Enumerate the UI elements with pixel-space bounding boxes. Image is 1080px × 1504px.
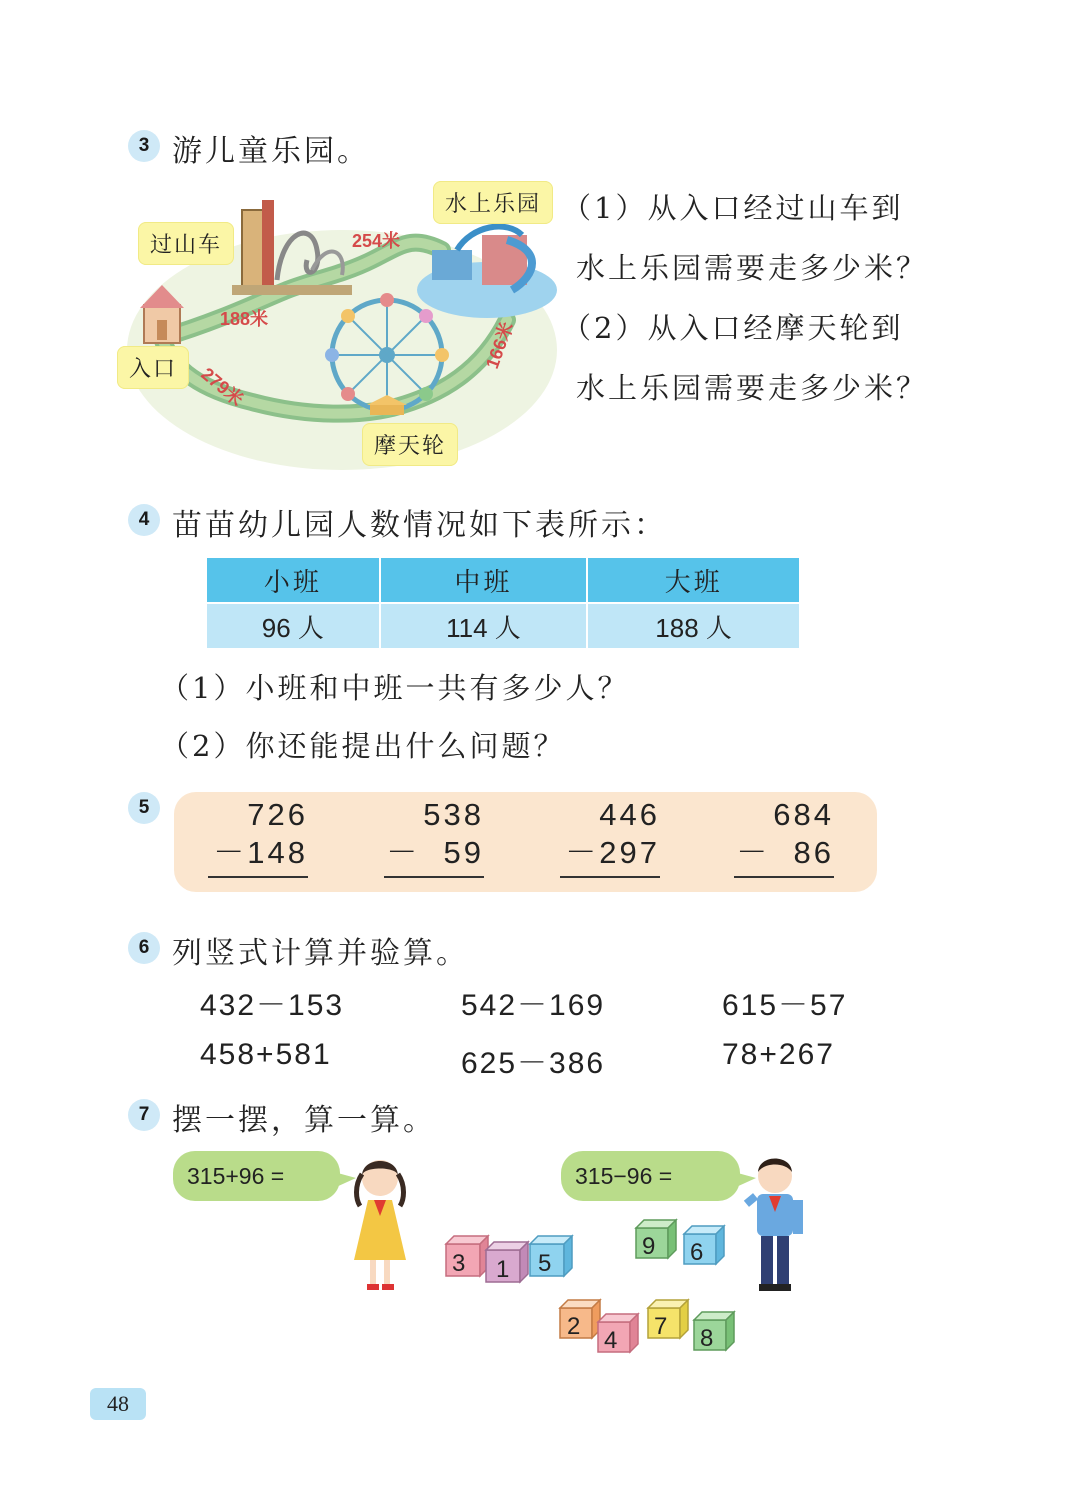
distance-254: 254米 (352, 231, 401, 251)
speech-bubble-right: 315−96 = (561, 1151, 740, 1201)
question-number-5: 5 (128, 792, 160, 824)
calc-bottom: － 59 (386, 835, 484, 870)
speech-bubble-left: 315+96 = (173, 1151, 340, 1201)
distance-188: 188米 (220, 309, 269, 329)
number-cubes (440, 1218, 750, 1358)
table-header-cell: 小班 (206, 557, 380, 603)
vertical-calc-1 (208, 796, 308, 878)
cube-label: 5 (538, 1250, 552, 1277)
label-ferris-wheel: 摩天轮 (362, 423, 458, 466)
calc-bottom: －148 (213, 835, 308, 870)
expression: 625－386 (461, 1047, 606, 1080)
cube-label: 1 (496, 1256, 510, 1283)
question-number-3: 3 (128, 130, 160, 162)
cube-label: 2 (567, 1313, 581, 1340)
calc-line (734, 876, 834, 878)
expression: 78+267 (722, 1038, 835, 1071)
expression: 615－57 (722, 989, 848, 1022)
calc-line (208, 876, 308, 878)
question-3-title: 游儿童乐园。 (172, 134, 370, 169)
kindergarten-table (205, 556, 801, 650)
expression: 458+581 (200, 1038, 332, 1071)
label-roller-coaster: 过山车 (138, 222, 234, 265)
calc-top: 726 (247, 797, 308, 832)
label-water-park: 水上乐园 (433, 181, 553, 224)
expression: 542－169 (461, 989, 606, 1022)
cube-label: 7 (654, 1313, 668, 1340)
vertical-calc-3 (560, 796, 660, 878)
table-cell: 188 人 (587, 603, 800, 649)
cube-2 (560, 1300, 600, 1340)
question-3-line-4: 水上乐园需要走多少米？ (576, 371, 929, 405)
cube-9 (636, 1220, 676, 1260)
question-number-4: 4 (128, 504, 160, 536)
distance-166: 166米 (481, 319, 518, 372)
question-7-title: 摆一摆，算一算。 (172, 1103, 436, 1138)
cube-1 (486, 1242, 528, 1283)
cube-6 (684, 1226, 724, 1266)
cube-3 (446, 1236, 488, 1277)
page-number: 48 (90, 1388, 146, 1420)
ferris-wheel-icon (325, 293, 449, 417)
cube-label: 3 (452, 1250, 466, 1277)
label-entrance: 入口 (117, 346, 189, 389)
distance-279: 279米 (197, 363, 248, 410)
calc-bottom: －297 (565, 835, 660, 870)
question-6-title: 列竖式计算并验算。 (172, 936, 469, 971)
calc-line (384, 876, 484, 878)
calc-top: 446 (599, 797, 660, 832)
question-number-6: 6 (128, 932, 160, 964)
calc-top: 538 (423, 797, 484, 832)
table-header-row (206, 557, 800, 603)
calc-line (560, 876, 660, 878)
cube-label: 6 (690, 1239, 704, 1266)
question-4-title: 苗苗幼儿园人数情况如下表所示： (172, 508, 667, 543)
question-4-line-2: （2）你还能提出什么问题？ (160, 729, 566, 763)
cube-5 (530, 1236, 572, 1277)
expression: 432－153 (200, 989, 345, 1022)
table-header-cell: 中班 (380, 557, 588, 603)
calc-top: 684 (773, 797, 834, 832)
table-row (206, 603, 800, 649)
question-3-line-1: （1）从入口经过山车到 (562, 191, 904, 225)
cube-4 (598, 1314, 638, 1354)
calc-bottom: － 86 (736, 835, 834, 870)
cube-7 (648, 1300, 688, 1340)
table-cell: 96 人 (206, 603, 380, 649)
question-3-line-3: （2）从入口经摩天轮到 (562, 311, 904, 345)
cube-label: 9 (642, 1233, 656, 1260)
question-number-7: 7 (128, 1099, 160, 1131)
vertical-calc-2 (384, 796, 484, 878)
cube-label: 4 (604, 1327, 618, 1354)
table-cell: 114 人 (380, 603, 588, 649)
table-header-cell: 大班 (587, 557, 800, 603)
cube-8 (694, 1312, 734, 1352)
vertical-calc-4 (734, 796, 834, 878)
girl-illustration (340, 1150, 420, 1300)
question-4-line-1: （1）小班和中班一共有多少人？ (160, 671, 630, 705)
cube-label: 8 (700, 1325, 714, 1352)
question-3-line-2: 水上乐园需要走多少米？ (576, 251, 929, 285)
